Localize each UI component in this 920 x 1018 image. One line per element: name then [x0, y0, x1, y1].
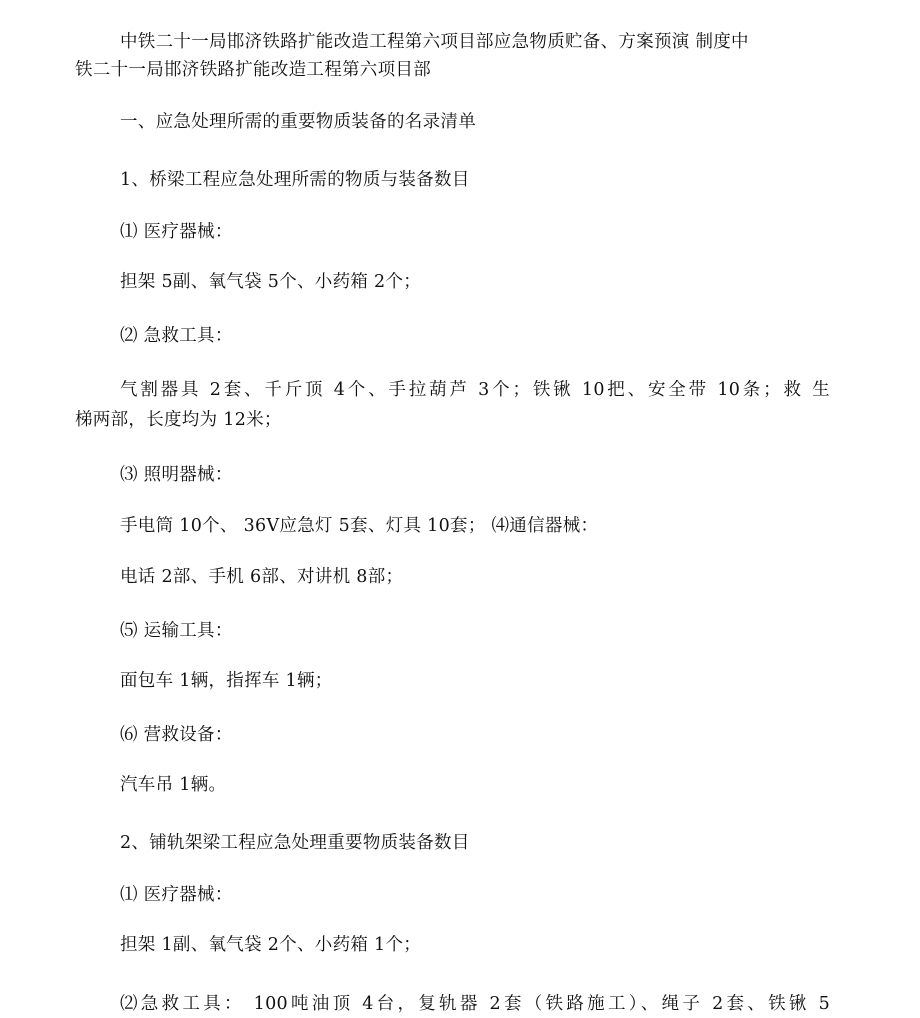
item-content-rescue-equipment: 汽车吊 1辆。 — [120, 775, 227, 795]
item-content-transport-tools: 面包车 1辆，指挥车 1辆； — [120, 671, 333, 691]
item-content-rescue-tools-line-1: 气割器具 2套、千斤顶 4个、手拉葫芦 3个；铁锹 10把、安全带 10条；救 生 — [120, 380, 830, 400]
item-label-rescue-equipment: ⑹ 营救设备： — [120, 725, 233, 745]
item-content-medical-equipment: 担架 5副、氧气袋 5个、小药箱 2个； — [120, 272, 422, 292]
item-label-medical-equipment: ⑴ 医疗器械： — [120, 222, 233, 242]
section-heading-materials-list: 一、应急处理所需的重要物质装备的名录清单 — [120, 112, 476, 132]
item-content-rescue-tools-line-2: 梯两部，长度均为 12米； — [75, 410, 282, 430]
item-label-rescue-tools: ⑵ 急救工具： — [120, 326, 233, 346]
item-content-communication-equipment: 电话 2部、手机 6部、对讲机 8部； — [120, 567, 404, 587]
item-label-transport-tools: ⑸ 运输工具： — [120, 621, 233, 641]
document-title-line-1: 中铁二十一局邯济铁路扩能改造工程第六项目部应急物质贮备、方案预演 制度中 — [120, 32, 749, 52]
subsection-heading-bridge-engineering: 1、桥梁工程应急处理所需的物质与装备数目 — [120, 170, 470, 190]
item-content-rescue-tools-2: ⑵急救工具： 100吨油顶 4台，复轨器 2套（铁路施工）、绳子 2套、铁锹 5 — [120, 994, 830, 1014]
item-content-lighting-equipment: 手电筒 10个、 36V应急灯 5套、灯具 10套； ⑷通信器械： — [120, 516, 599, 536]
document-title-line-2: 铁二十一局邯济铁路扩能改造工程第六项目部 — [75, 60, 431, 80]
subsection-heading-track-laying: 2、铺轨架梁工程应急处理重要物质装备数目 — [120, 833, 470, 853]
item-content-medical-equipment-2: 担架 1副、氧气袋 2个、小药箱 1个； — [120, 935, 422, 955]
item-label-lighting-equipment: ⑶ 照明器械： — [120, 465, 233, 485]
item-label-medical-equipment-2: ⑴ 医疗器械： — [120, 885, 233, 905]
